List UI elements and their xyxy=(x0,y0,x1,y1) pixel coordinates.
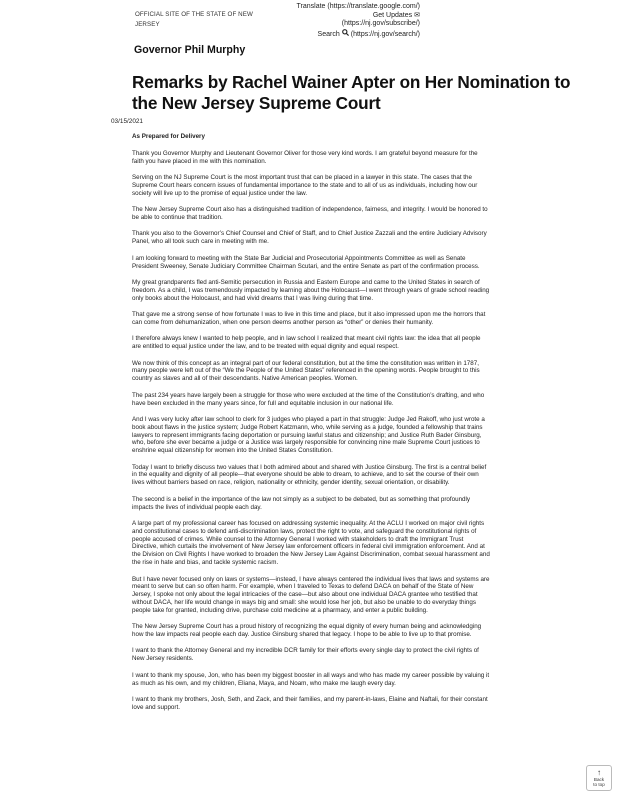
paragraph-12: Today I want to briefly discuss two values that I both admired about and shared with Justice Ginsburg. The first is a central belief in the equality and dignity of all people—that everyone should be able to dream, to achieve, and to set the course of their own lives without barriers based on race, religion, nationality or ethnicity, gender identity, sexual orientation, or disability. xyxy=(132,463,487,487)
prepared-note: As Prepared for Delivery xyxy=(132,133,205,140)
paragraph-14: A large part of my professional career has focused on addressing systemic inequality. At the ACLU I worked on major civil rights and constitutional cases to defend anti-discrimination laws, protect the right to vote, and safeguard the constitutional rights of people accused of crimes. While counsel to the Attorney General I worked with stakeholders to draft the Immigrant Trust Directive, which curtails the involvement of New Jersey law enforcement officers in federal civil immigration enforcement. And at the Division on Civil Rights I have worked to broaden the New Jersey Law Against Discrimination, combat sexual harassment and the rise in hate and bias, and tackle systemic racism. xyxy=(132,520,490,567)
governor-site-link[interactable]: Governor Phil Murphy xyxy=(134,44,246,56)
paragraph-15: But I have never focused only on laws or systems—instead, I have always centered the individual lives that laws and systems are meant to serve but can so often harm. For example, when I traveled to Texas to defend DACA on behalf of the State of New Jersey, I spoke not only about the legal intricacies of the case—but also about one individual DACA grantee who testified that without DACA, her life would change in ways big and small: she would lose her job, but also be unable to do everyday things people take for granted, including drive, purchase cold medicine at a pharmacy, and enter a public building. xyxy=(132,575,490,614)
back-to-top-line2: to top xyxy=(593,782,605,787)
paragraph-16: The New Jersey Supreme Court has a proud history of recognizing the equal dignity of every human being and acknowledging how the law impacts real people each day. Justice Ginsburg shared that legacy. I hope to be able to live up to that promise. xyxy=(132,623,482,638)
paragraph-5: I am looking forward to meeting with the State Bar Judicial and Prosecutorial Appointments Committee as well as Senate President Sweeney, Senate Judiciary Committee Chairman Scutari, and the entire Senate as part of the confirmation process. xyxy=(132,254,480,270)
envelope-icon: ✉ xyxy=(414,11,420,19)
paragraph-2: Serving on the NJ Supreme Court is the most important trust that can be placed in a lawyer in this state. The cases that the Supreme Court hears concern issues of fundamental importance to the state and to all of us as individuals, including how our society will live up to the promise of equal justice under the law. xyxy=(132,174,478,197)
paragraph-13: The second is a belief in the importance of the law not simply as a subject to be debated, but as something that profoundly impacts the lives of individual people each day. xyxy=(132,495,471,511)
search-label: Search xyxy=(317,30,340,38)
get-updates-label: Get Updates xyxy=(372,11,413,19)
paragraph-7: That gave me a strong sense of how fortunate I was to live in this time and place, but it also impressed upon me the horrors that can come from dehumanization, when one person deems another person as “other” or denies their humanity. xyxy=(132,311,486,326)
paragraph-4: Thank you also to the Governor’s Chief Counsel and Chief of Staff, and to Chief Justice Zazzali and the entire Judiciary Advisory Panel, who all took such care in meeting with me. xyxy=(132,230,487,246)
paragraph-19: I want to thank my brothers, Josh, Seth, and Zack, and their families, and my parent-in-laws, Elaine and Naftali, for their constant love and support. xyxy=(132,696,488,711)
arrow-up-icon: ↑ xyxy=(597,768,601,777)
paragraph-6: My great grandparents fled anti-Semitic persecution in Russia and Eastern Europe and came to the United States in search of freedom. As a child, I was tremendously impacted by learning about the Holocaust—I went through years of grade school reading only books about the Holocaust, and had vivid dreams that I was living during that time. xyxy=(132,279,490,302)
paragraph-18: I want to thank my spouse, Jon, who has been my biggest booster in all ways and who has made my career possible by valuing it as much as his own, and my children, Eliana, Maya, and Noam, who make me laugh every day. xyxy=(132,671,490,687)
search-url: (https://nj.gov/search/) xyxy=(350,30,420,38)
article-body xyxy=(132,133,490,720)
paragraph-9: We now think of this concept as an integral part of our federal constitution, but at the time the constitution was written in 1787, many people were left out of the “We the People of the United States” referenced in the opening words. People brought to this country as slaves and all of their descendants. Native American peoples. Women. xyxy=(132,359,480,383)
top-utility-bar xyxy=(0,0,618,40)
back-to-top-button[interactable] xyxy=(586,765,612,791)
search-link[interactable] xyxy=(297,29,420,40)
back-to-top-line1: Back xyxy=(593,777,605,782)
search-icon xyxy=(342,29,349,40)
paragraph-8: I therefore always knew I wanted to help people, and in law school I realized that meant civil rights law: the idea that all people are entitled to equal justice under the law, and to be treated with equal dignity and equal respect. xyxy=(132,335,481,351)
get-updates-url[interactable]: (https://nj.gov/subscribe/) xyxy=(341,20,420,28)
translate-link[interactable]: Translate (https://translate.google.com/) xyxy=(296,3,420,10)
utility-links xyxy=(297,3,420,39)
paragraph-11: And I was very lucky after law school to clerk for 3 judges who played a part in that struggle: Judge Jed Rakoff, who just wrote a book about flaws in the justice system; Judge Robert Katzmann, who, while serving as a judge, founded a fellowship that trains lawyers to represent immigrants facing deportation or pursuing lawful status and citizenship; and Justice Ruth Bader Ginsburg, who, before she ever became a judge or a Justice was largely responsible for convincing nine male Supreme Court justices to enshrine equal citizenship for women into the United States Constitution. xyxy=(132,416,485,455)
paragraph-17: I want to thank the Attorney General and my incredible DCR family for their efforts every single day to protect the civil rights of New Jersey residents. xyxy=(132,647,479,663)
article-date: 03/15/2021 xyxy=(111,118,143,125)
paragraph-1: Thank you Governor Murphy and Lieutenant Governor Oliver for those very kind words. I am grateful beyond measure for the faith you have placed in me with this nomination. xyxy=(132,149,478,165)
paragraph-10: The past 234 years have largely been a struggle for those who were excluded at the time of the Constitution’s drafting, and who have been excluded in the many years since, for full and equitable inclusion in our national life. xyxy=(132,391,485,407)
official-site-label: OFFICIAL SITE OF THE STATE OF NEW JERSEY xyxy=(135,11,253,28)
get-updates-link[interactable] xyxy=(297,12,420,21)
page-title: Remarks by Rachel Wainer Apter on Her Nomination to the New Jersey Supreme Court xyxy=(132,72,571,113)
paragraph-3: The New Jersey Supreme Court also has a distinguished tradition of independence, fairness, and integrity. I would be honored to be able to continue that tradition. xyxy=(132,206,488,221)
